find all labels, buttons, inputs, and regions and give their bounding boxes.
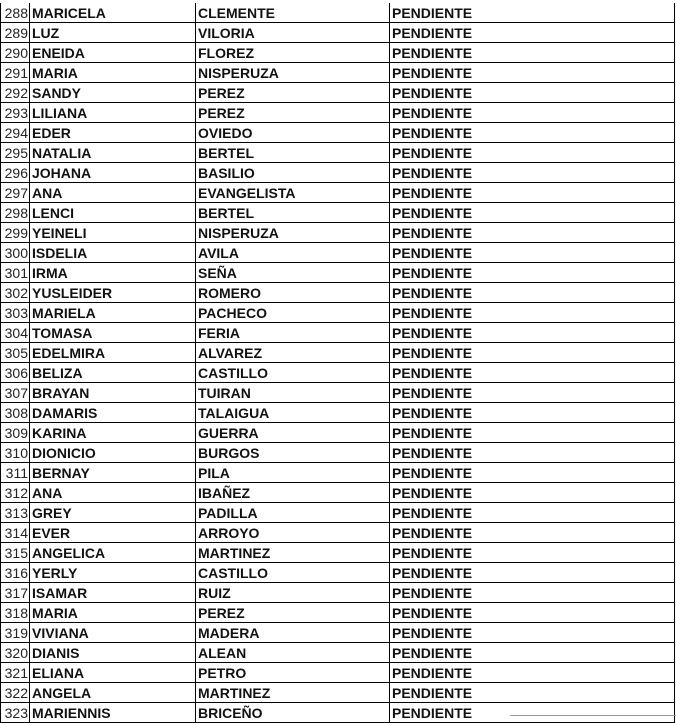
row-number-cell[interactable]: 290 bbox=[1, 43, 30, 62]
status-cell[interactable]: PENDIENTE bbox=[390, 403, 675, 422]
first-name-cell[interactable]: KARINA bbox=[30, 423, 196, 442]
last-name-cell[interactable]: GUERRA bbox=[196, 423, 390, 442]
last-name-cell[interactable]: IBAÑEZ bbox=[196, 483, 390, 502]
last-name-cell[interactable]: MARTINEZ bbox=[196, 543, 390, 562]
last-name-cell[interactable]: OVIEDO bbox=[196, 123, 390, 142]
last-name-cell[interactable]: VILORIA bbox=[196, 23, 390, 42]
last-name-cell[interactable]: BASILIO bbox=[196, 163, 390, 182]
last-name-cell[interactable]: ALEAN bbox=[196, 643, 390, 662]
status-cell[interactable]: PENDIENTE bbox=[390, 683, 675, 702]
first-name-cell[interactable]: JOHANA bbox=[30, 163, 196, 182]
row-number-cell[interactable]: 311 bbox=[1, 463, 30, 482]
last-name-cell[interactable]: NISPERUZA bbox=[196, 223, 390, 242]
table-row bbox=[1, 243, 675, 263]
last-name-cell[interactable]: PEREZ bbox=[196, 603, 390, 622]
row-number-cell[interactable]: 296 bbox=[1, 163, 30, 182]
row-number-cell[interactable]: 309 bbox=[1, 423, 30, 442]
last-name-cell[interactable]: PADILLA bbox=[196, 503, 390, 522]
table-row bbox=[1, 403, 675, 423]
first-name-cell[interactable]: LENCI bbox=[30, 203, 196, 222]
status-cell[interactable]: PENDIENTE bbox=[390, 43, 675, 62]
table-row bbox=[1, 123, 675, 143]
status-cell[interactable]: PENDIENTE bbox=[390, 643, 675, 662]
last-name-cell[interactable]: BRICEÑO bbox=[196, 703, 390, 722]
table-row bbox=[1, 563, 675, 583]
table-row bbox=[1, 603, 675, 623]
first-name-cell[interactable]: TOMASA bbox=[30, 323, 196, 342]
first-name-cell[interactable]: EDELMIRA bbox=[30, 343, 196, 362]
first-name-cell[interactable]: MARIA bbox=[30, 63, 196, 82]
row-number-cell[interactable]: 293 bbox=[1, 103, 30, 122]
first-name-cell[interactable]: YEINELI bbox=[30, 223, 196, 242]
row-number-cell[interactable]: 314 bbox=[1, 523, 30, 542]
table-row bbox=[1, 3, 675, 23]
table-row bbox=[1, 323, 675, 343]
table-row bbox=[1, 463, 675, 483]
first-name-cell[interactable]: ANA bbox=[30, 483, 196, 502]
table-row bbox=[1, 643, 675, 663]
last-name-cell[interactable]: MARTINEZ bbox=[196, 683, 390, 702]
table-row bbox=[1, 423, 675, 443]
status-cell[interactable]: PENDIENTE bbox=[390, 703, 675, 722]
table-row bbox=[1, 363, 675, 383]
first-name-cell[interactable]: NATALIA bbox=[30, 143, 196, 162]
status-cell[interactable]: PENDIENTE bbox=[390, 543, 675, 562]
status-cell[interactable]: PENDIENTE bbox=[390, 663, 675, 682]
last-name-cell[interactable]: CASTILLO bbox=[196, 363, 390, 382]
last-name-cell[interactable]: AVILA bbox=[196, 243, 390, 262]
table-row bbox=[1, 163, 675, 183]
last-name-cell[interactable]: FERIA bbox=[196, 323, 390, 342]
status-cell[interactable]: PENDIENTE bbox=[390, 383, 675, 402]
row-number-cell[interactable]: 312 bbox=[1, 483, 30, 502]
row-number-cell[interactable]: 322 bbox=[1, 683, 30, 702]
first-name-cell[interactable]: ISAMAR bbox=[30, 583, 196, 602]
spreadsheet-table bbox=[0, 3, 675, 723]
status-cell[interactable]: PENDIENTE bbox=[390, 223, 675, 242]
status-cell[interactable]: PENDIENTE bbox=[390, 463, 675, 482]
table-row bbox=[1, 103, 675, 123]
status-cell[interactable]: PENDIENTE bbox=[390, 123, 675, 142]
status-cell[interactable]: PENDIENTE bbox=[390, 503, 675, 522]
table-row bbox=[1, 23, 675, 43]
row-number-cell[interactable]: 310 bbox=[1, 443, 30, 462]
table-row bbox=[1, 483, 675, 503]
row-number-cell[interactable]: 295 bbox=[1, 143, 30, 162]
table-row bbox=[1, 383, 675, 403]
status-cell[interactable]: PENDIENTE bbox=[390, 203, 675, 222]
row-number-cell[interactable]: 323 bbox=[1, 703, 30, 722]
status-cell[interactable]: PENDIENTE bbox=[390, 263, 675, 282]
status-cell[interactable]: PENDIENTE bbox=[390, 3, 675, 22]
status-cell[interactable]: PENDIENTE bbox=[390, 63, 675, 82]
table-body bbox=[1, 3, 675, 723]
table-row bbox=[1, 223, 675, 243]
last-name-cell[interactable]: MADERA bbox=[196, 623, 390, 642]
status-cell[interactable]: PENDIENTE bbox=[390, 83, 675, 102]
table-row bbox=[1, 63, 675, 83]
row-number-cell[interactable]: 303 bbox=[1, 303, 30, 322]
last-name-cell[interactable]: RUIZ bbox=[196, 583, 390, 602]
last-name-cell[interactable]: ARROYO bbox=[196, 523, 390, 542]
first-name-cell[interactable]: BELIZA bbox=[30, 363, 196, 382]
last-name-cell[interactable]: PILA bbox=[196, 463, 390, 482]
status-cell[interactable]: PENDIENTE bbox=[390, 243, 675, 262]
row-number-cell[interactable]: 299 bbox=[1, 223, 30, 242]
row-number-cell[interactable]: 304 bbox=[1, 323, 30, 342]
first-name-cell[interactable]: GREY bbox=[30, 503, 196, 522]
table-row bbox=[1, 303, 675, 323]
last-name-cell[interactable]: SEÑA bbox=[196, 263, 390, 282]
row-number-cell[interactable]: 318 bbox=[1, 603, 30, 622]
table-row bbox=[1, 543, 675, 563]
table-row bbox=[1, 503, 675, 523]
row-number-cell[interactable]: 298 bbox=[1, 203, 30, 222]
first-name-cell[interactable]: ISDELIA bbox=[30, 243, 196, 262]
first-name-cell[interactable]: VIVIANA bbox=[30, 623, 196, 642]
last-name-cell[interactable]: PEREZ bbox=[196, 103, 390, 122]
status-cell[interactable]: PENDIENTE bbox=[390, 623, 675, 642]
table-row bbox=[1, 443, 675, 463]
last-name-cell[interactable]: PEREZ bbox=[196, 83, 390, 102]
status-cell[interactable]: PENDIENTE bbox=[390, 483, 675, 502]
row-number-cell[interactable]: 288 bbox=[1, 3, 30, 22]
row-number-cell[interactable]: 307 bbox=[1, 383, 30, 402]
last-name-cell[interactable]: TALAIGUA bbox=[196, 403, 390, 422]
first-name-cell[interactable]: DIONICIO bbox=[30, 443, 196, 462]
last-name-cell[interactable]: BERTEL bbox=[196, 143, 390, 162]
table-row bbox=[1, 203, 675, 223]
last-name-cell[interactable]: CLEMENTE bbox=[196, 3, 390, 22]
last-name-cell[interactable]: EVANGELISTA bbox=[196, 183, 390, 202]
table-row bbox=[1, 623, 675, 643]
first-name-cell[interactable]: ANGELICA bbox=[30, 543, 196, 562]
row-number-cell[interactable]: 317 bbox=[1, 583, 30, 602]
row-number-cell[interactable]: 305 bbox=[1, 343, 30, 362]
status-cell[interactable]: PENDIENTE bbox=[390, 103, 675, 122]
last-name-cell[interactable]: PETRO bbox=[196, 663, 390, 682]
table-row bbox=[1, 83, 675, 103]
status-cell[interactable]: PENDIENTE bbox=[390, 283, 675, 302]
status-cell[interactable]: PENDIENTE bbox=[390, 343, 675, 362]
status-cell[interactable]: PENDIENTE bbox=[390, 523, 675, 542]
row-number-cell[interactable]: 301 bbox=[1, 263, 30, 282]
first-name-cell[interactable]: LILIANA bbox=[30, 103, 196, 122]
first-name-cell[interactable]: ANGELA bbox=[30, 683, 196, 702]
row-number-cell[interactable]: 291 bbox=[1, 63, 30, 82]
row-number-cell[interactable]: 306 bbox=[1, 363, 30, 382]
status-cell[interactable]: PENDIENTE bbox=[390, 183, 675, 202]
first-name-cell[interactable]: MARICELA bbox=[30, 3, 196, 22]
row-number-cell[interactable]: 300 bbox=[1, 243, 30, 262]
status-cell[interactable]: PENDIENTE bbox=[390, 163, 675, 182]
last-name-cell[interactable]: FLOREZ bbox=[196, 43, 390, 62]
first-name-cell[interactable]: MARIELA bbox=[30, 303, 196, 322]
table-row bbox=[1, 343, 675, 363]
status-cell[interactable]: PENDIENTE bbox=[390, 563, 675, 582]
table-row bbox=[1, 703, 675, 723]
first-name-cell[interactable]: ELIANA bbox=[30, 663, 196, 682]
status-cell[interactable]: PENDIENTE bbox=[390, 323, 675, 342]
last-name-cell[interactable]: BURGOS bbox=[196, 443, 390, 462]
first-name-cell[interactable]: DIANIS bbox=[30, 643, 196, 662]
first-name-cell[interactable]: YERLY bbox=[30, 563, 196, 582]
first-name-cell[interactable]: YUSLEIDER bbox=[30, 283, 196, 302]
first-name-cell[interactable]: SANDY bbox=[30, 83, 196, 102]
table-row bbox=[1, 263, 675, 283]
row-number-cell[interactable]: 315 bbox=[1, 543, 30, 562]
first-name-cell[interactable]: BERNAY bbox=[30, 463, 196, 482]
first-name-cell[interactable]: MARIENNIS bbox=[30, 703, 196, 722]
first-name-cell[interactable]: LUZ bbox=[30, 23, 196, 42]
row-number-cell[interactable]: 320 bbox=[1, 643, 30, 662]
row-number-cell[interactable]: 316 bbox=[1, 563, 30, 582]
table-row bbox=[1, 43, 675, 63]
last-name-cell[interactable]: BERTEL bbox=[196, 203, 390, 222]
row-number-cell[interactable]: 289 bbox=[1, 23, 30, 42]
last-name-cell[interactable]: PACHECO bbox=[196, 303, 390, 322]
last-name-cell[interactable]: ALVAREZ bbox=[196, 343, 390, 362]
first-name-cell[interactable]: ENEIDA bbox=[30, 43, 196, 62]
table-row bbox=[1, 283, 675, 303]
last-name-cell[interactable]: ROMERO bbox=[196, 283, 390, 302]
row-number-cell[interactable]: 302 bbox=[1, 283, 30, 302]
first-name-cell[interactable]: ANA bbox=[30, 183, 196, 202]
row-number-cell[interactable]: 321 bbox=[1, 663, 30, 682]
first-name-cell[interactable]: EDER bbox=[30, 123, 196, 142]
table-row bbox=[1, 583, 675, 603]
first-name-cell[interactable]: EVER bbox=[30, 523, 196, 542]
row-number-cell[interactable]: 297 bbox=[1, 183, 30, 202]
row-number-cell[interactable]: 292 bbox=[1, 83, 30, 102]
status-cell[interactable]: PENDIENTE bbox=[390, 583, 675, 602]
last-name-cell[interactable]: CASTILLO bbox=[196, 563, 390, 582]
first-name-cell[interactable]: DAMARIS bbox=[30, 403, 196, 422]
first-name-cell[interactable]: BRAYAN bbox=[30, 383, 196, 402]
status-cell[interactable]: PENDIENTE bbox=[390, 23, 675, 42]
status-cell[interactable]: PENDIENTE bbox=[390, 443, 675, 462]
table-row bbox=[1, 143, 675, 163]
status-cell[interactable]: PENDIENTE bbox=[390, 303, 675, 322]
table-row bbox=[1, 183, 675, 203]
status-cell[interactable]: PENDIENTE bbox=[390, 143, 675, 162]
row-number-cell[interactable]: 313 bbox=[1, 503, 30, 522]
row-number-cell[interactable]: 308 bbox=[1, 403, 30, 422]
last-name-cell[interactable]: NISPERUZA bbox=[196, 63, 390, 82]
divider bbox=[510, 715, 676, 716]
last-name-cell[interactable]: TUIRAN bbox=[196, 383, 390, 402]
table-row bbox=[1, 663, 675, 683]
first-name-cell[interactable]: IRMA bbox=[30, 263, 196, 282]
first-name-cell[interactable]: MARIA bbox=[30, 603, 196, 622]
row-number-cell[interactable]: 319 bbox=[1, 623, 30, 642]
row-number-cell[interactable]: 294 bbox=[1, 123, 30, 142]
table-row bbox=[1, 683, 675, 703]
table-row bbox=[1, 523, 675, 543]
status-cell[interactable]: PENDIENTE bbox=[390, 603, 675, 622]
status-cell[interactable]: PENDIENTE bbox=[390, 423, 675, 442]
status-cell[interactable]: PENDIENTE bbox=[390, 363, 675, 382]
